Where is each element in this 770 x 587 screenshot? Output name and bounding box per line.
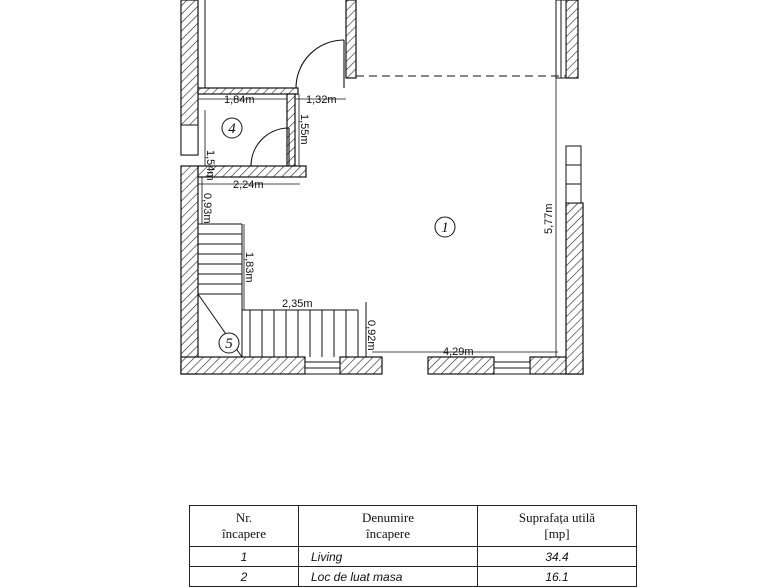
header-area-line1: Suprafața utilă — [518, 510, 596, 525]
dim-label-235: 2,35m — [282, 298, 313, 310]
bathroom-right-wall — [287, 94, 295, 166]
header-nr-line2: încapere — [221, 526, 267, 541]
cell-area: 34.4 — [478, 547, 637, 567]
bottom-wall-right — [428, 357, 494, 374]
header-nr-line1: Nr. — [235, 510, 253, 525]
cell-name: Living — [299, 547, 478, 567]
left-wall-opening — [181, 125, 198, 155]
dim-label-092: 0,92m — [365, 320, 377, 351]
header-usable-area — [478, 506, 637, 547]
window-right — [566, 146, 581, 203]
header-name-line1: Denumire — [362, 510, 414, 525]
cell-area: 16.1 — [478, 567, 637, 587]
dimension-lines — [198, 78, 558, 357]
left-outer-wall-bottom — [181, 166, 198, 374]
door-arc-bathroom — [251, 128, 289, 166]
header-area-line2: [mp] — [544, 526, 570, 541]
header-room-name — [299, 506, 478, 547]
bottom-wall-left — [181, 357, 305, 374]
room-marker-4 — [222, 118, 242, 138]
cell-nr: 2 — [190, 567, 299, 587]
room-number-1: 1 — [441, 220, 449, 236]
bottom-wall-mid — [340, 357, 382, 374]
room-marker-1 — [435, 217, 455, 237]
room-area-table — [189, 505, 637, 587]
dim-label-224: 2,24m — [233, 179, 264, 191]
door-arc-top — [296, 40, 344, 88]
right-outer-wall-lower — [566, 203, 583, 374]
room-number-4: 4 — [228, 121, 236, 137]
header-room-number — [190, 506, 299, 547]
table-row — [190, 547, 637, 567]
dim-label-154: 1,54m — [204, 150, 216, 181]
dim-label-183: 1,83m — [243, 252, 255, 283]
room-number-5: 5 — [225, 336, 233, 352]
dim-label-577: 5,77m — [543, 203, 555, 234]
dim-label-132: 1,32m — [306, 94, 337, 106]
table-row — [190, 567, 637, 587]
dim-label-429: 4,29m — [443, 346, 474, 358]
dim-label-184: 1,84m — [224, 94, 255, 106]
header-name-line2: încapere — [365, 526, 411, 541]
right-wall-top — [566, 0, 578, 78]
dim-label-093: 0,93m — [201, 193, 213, 224]
room-marker-5 — [219, 333, 239, 353]
table-header-row — [190, 506, 637, 547]
cell-name: Loc de luat masa — [299, 567, 478, 587]
cell-nr: 1 — [190, 547, 299, 567]
inner-wall-top — [346, 0, 356, 78]
dim-label-155: 1,55m — [298, 114, 310, 145]
